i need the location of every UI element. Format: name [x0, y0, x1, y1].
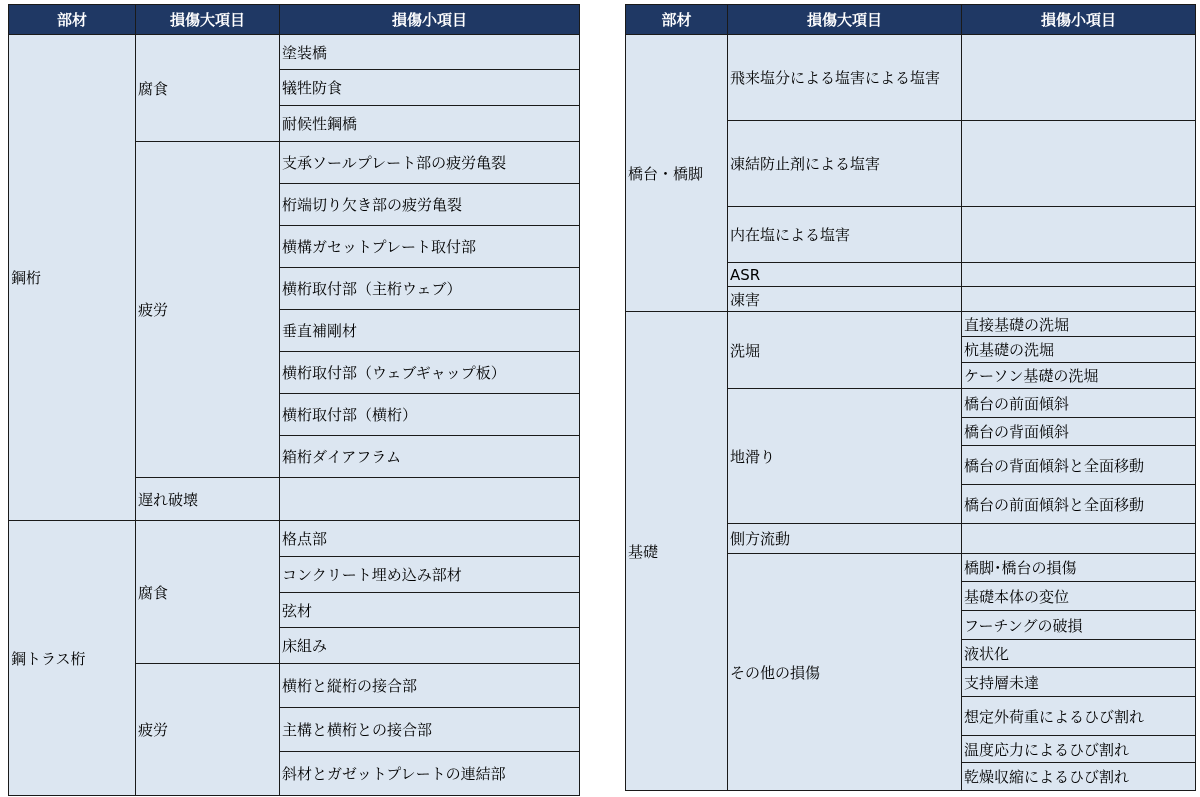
header-major-item: 損傷大項目 [136, 5, 280, 35]
minor-item-cell: 箱桁ダイアフラム [280, 436, 580, 478]
minor-item-cell [280, 478, 580, 521]
minor-item-cell: 格点部 [280, 521, 580, 557]
minor-item-cell [962, 287, 1196, 312]
table-row [9, 521, 580, 557]
minor-item-cell: 横桁取付部（ウェブギャップ板） [280, 352, 580, 394]
minor-item-cell [962, 524, 1196, 554]
major-item-cell: 疲労 [136, 664, 280, 796]
header-member: 部材 [626, 5, 728, 35]
minor-item-cell: 犠牲防食 [280, 70, 580, 106]
minor-item-cell [962, 207, 1196, 263]
major-item-cell: 飛来塩分による塩害による塩害 [728, 35, 962, 121]
minor-item-cell: 乾燥収縮によるひび割れ [962, 763, 1196, 791]
minor-item-cell: 橋台の背面傾斜と全面移動 [962, 446, 1196, 485]
minor-item-cell: コンクリート埋め込み部材 [280, 557, 580, 593]
minor-item-cell: 温度応力によるひび割れ [962, 736, 1196, 763]
major-item-cell: 腐食 [136, 35, 280, 142]
major-item-cell: 地滑り [728, 389, 962, 524]
major-item-cell: 疲労 [136, 142, 280, 478]
minor-item-cell: 支承ソールプレート部の疲労亀裂 [280, 142, 580, 184]
major-item-cell: 凍害 [728, 287, 962, 312]
minor-item-cell: 支持層未達 [962, 668, 1196, 697]
minor-item-cell: 液状化 [962, 640, 1196, 668]
header-row [626, 5, 1196, 35]
minor-item-cell: 橋台の背面傾斜 [962, 418, 1196, 446]
minor-item-cell: 桁端切り欠き部の疲労亀裂 [280, 184, 580, 226]
minor-item-cell: 横構ガセットプレート取付部 [280, 226, 580, 268]
header-member: 部材 [9, 5, 136, 35]
minor-item-cell: 床組み [280, 628, 580, 664]
minor-item-cell: 横桁と縦桁の接合部 [280, 664, 580, 708]
left-damage-table [8, 4, 580, 796]
table-row [626, 312, 1196, 337]
minor-item-cell: 直接基礎の洗堀 [962, 312, 1196, 337]
table-row [626, 35, 1196, 121]
major-item-cell: 内在塩による塩害 [728, 207, 962, 263]
minor-item-cell: 杭基礎の洗堀 [962, 337, 1196, 363]
minor-item-cell: フーチングの破損 [962, 611, 1196, 640]
minor-item-cell: 耐候性鋼橋 [280, 106, 580, 142]
minor-item-cell: 垂直補剛材 [280, 310, 580, 352]
major-item-cell: その他の損傷 [728, 554, 962, 791]
right-damage-table [625, 4, 1196, 791]
minor-item-cell: 主構と横桁との接合部 [280, 708, 580, 752]
header-minor-item: 損傷小項目 [280, 5, 580, 35]
minor-item-cell: 基礎本体の変位 [962, 582, 1196, 611]
major-item-cell: 腐食 [136, 521, 280, 664]
major-item-cell: 凍結防止剤による塩害 [728, 121, 962, 207]
minor-item-cell [962, 35, 1196, 121]
minor-item-cell: 橋脚･橋台の損傷 [962, 554, 1196, 582]
minor-item-cell: 想定外荷重によるひび割れ [962, 697, 1196, 736]
minor-item-cell: 横桁取付部（主桁ウェブ） [280, 268, 580, 310]
minor-item-cell: 塗装橋 [280, 35, 580, 70]
member-cell: 橋台・橋脚 [626, 35, 728, 312]
minor-item-cell: 橋台の前面傾斜 [962, 389, 1196, 418]
major-item-cell: ASR [728, 263, 962, 287]
minor-item-cell: 横桁取付部（横桁） [280, 394, 580, 436]
minor-item-cell: ケーソン基礎の洗堀 [962, 363, 1196, 389]
minor-item-cell [962, 263, 1196, 287]
minor-item-cell: 弦材 [280, 593, 580, 628]
member-cell: 基礎 [626, 312, 728, 791]
major-item-cell: 洗堀 [728, 312, 962, 389]
major-item-cell: 側方流動 [728, 524, 962, 554]
minor-item-cell: 橋台の前面傾斜と全面移動 [962, 485, 1196, 524]
header-major-item: 損傷大項目 [728, 5, 962, 35]
member-cell: 鋼桁 [9, 35, 136, 521]
minor-item-cell: 斜材とガゼットプレートの連結部 [280, 752, 580, 796]
header-minor-item: 損傷小項目 [962, 5, 1196, 35]
minor-item-cell [962, 121, 1196, 207]
table-row [9, 35, 580, 70]
member-cell: 鋼トラス桁 [9, 521, 136, 796]
header-row [9, 5, 580, 35]
major-item-cell: 遅れ破壊 [136, 478, 280, 521]
